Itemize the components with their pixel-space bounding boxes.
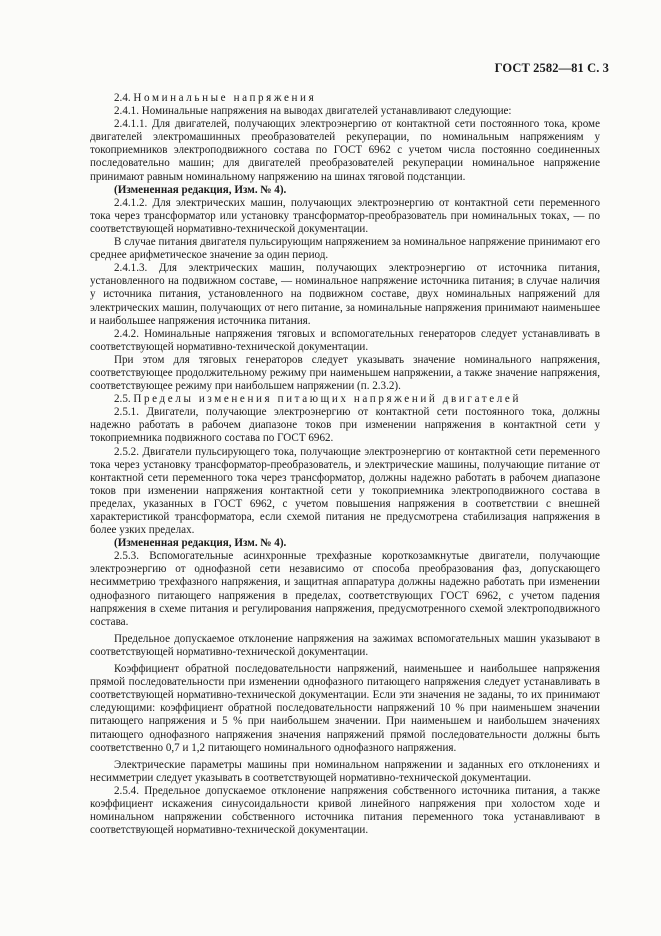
paragraph-text: 2.5.3. Вспомогательные асинхронные трехфазные короткозамкнутые двигатели, получающие электроэнергию от однофазной сети независимо от способа преобразования фаз, допускающего несимметрию трехфазного напряжения, и защитная аппаратура должны надежно работать при изменении однофазного питающего напряжения в пределах, соответствующих ГОСТ 6962, с учетом падения напряжения в схеме питания и регулирования напряжения, предусмотренного схемой электроподвижного состава. [90,550,600,628]
paragraph-text: 2.5.2. Двигатели пульсирующего тока, получающие электроэнергию от контактной сети переменного тока через установку трансформатор-преобразователь, и электрические машины, получающие питание от контактной сети переменного тока через трансформатор, должны надежно работать в рабочем диапазоне токов при изменении напряжения контактной сети у токоприемника электроподвижного состава в пределах, указанных в ГОСТ 6962, с учетом повышения напряжения в соответствии с внешней характеристикой трансформатора, если схемой питания не предусмотрена стабилизация напряжения в более узких пределах. [90,445,600,537]
paragraph-text: (Измененная редакция, Изм. № 4). [114,537,287,550]
page-header: ГОСТ 2582—81 С. 3 [494,61,609,75]
paragraph [90,406,600,445]
paragraph [90,262,600,327]
paragraph-text: 2.5.4. Предельное допускаемое отклонение напряжения собственного источника питания, а также коэффициент искажения синусоидальности кривой линейного напряжения при холостом ходе и номинальном напряжении собственного источника питания переменного тока устанавливают в соответствующей нормативно-технической документации. [90,784,600,837]
paragraph-text: 2.4.1.1. Для двигателей, получающих электроэнергию от контактной сети постоянного тока, кроме двигателей электромашинных преобразователей рекуперации, по номинальным напряжениям у токоприемников электроподвижного состава по ГОСТ 6962 с учетом числа постоянно соединенных последовательно машин; для двигателей преобразователей рекуперации номинальное напряжение принимают равным номинальному напряжению на шинах тяговой подстанции. [90,118,600,183]
paragraph-text: Предельное допускаемое отклонение напряжения на зажимах вспомогательных машин указывают в соответствующей нормативно-технической документации. [90,632,600,658]
paragraph [90,184,600,197]
paragraph [90,663,600,755]
document-body [90,92,600,837]
paragraph [90,785,600,837]
paragraph [90,446,600,538]
paragraph-text: 2.4.1.3. Для электрических машин, получающих электроэнергию от источника питания, установленного на подвижном составе, — номинальное напряжение источника питания; в случае наличия у источника питания, установленного на подвижном составе, двух номинальных напряжений для электрических машин, получающих от него питание, за номинальные напряжения принимают наименьшее и наибольшее напряжения источника питания. [90,262,600,327]
paragraph [90,236,600,262]
paragraph [90,105,600,118]
paragraph-text: 2.5.1. Двигатели, получающие электроэнергию от контактной сети постоянного тока, должны надежно работать в рабочем диапазоне токов при изменении напряжения в контактной сети у токоприемника подвижного состава по ГОСТ 6962. [90,406,600,445]
paragraph [90,118,600,183]
paragraph-text: Электрические параметры машины при номинальном напряжении и заданных его отклонениях и несимметрии следует указывать в соответствующей нормативно-технической документации. [90,758,600,784]
paragraph [90,633,600,659]
paragraph [90,537,600,550]
paragraph [90,550,600,629]
paragraph [90,354,600,393]
paragraph-text: Коэффициент обратной последовательности напряжений, наименьшее и наибольшее напряжения прямой последовательности при изменении однофазного питающего напряжения следует устанавливать в соответствующей нормативно-технической документации. Если эти значения не заданы, то их принимают следующими: коэффициент обратной последовательности напряжений 10 % при наименьшем значении питающего напряжения и 5 % при наибольшем значении. При наименьшем и наибольшем значениях питающего однофазного напряжения значения напряжений прямой последовательности должны быть соответственно 0,7 и 1,2 питающего номинального однофазного напряжения. [90,663,600,754]
paragraph-text: 2.5. [114,393,134,406]
paragraph [90,393,600,406]
paragraph-text: 2.4.1.2. Для электрических машин, получающих электроэнергию от контактной сети переменного тока через трансформатор или установку трансформатор-преобразователь при номинальных токах, — по соответствующей нормативно-технической документации. [90,196,600,235]
paragraph [90,197,600,236]
paragraph [90,759,600,785]
paragraph [90,328,600,354]
paragraph-text: В случае питания двигателя пульсирующим напряжением за номинальное напряжение принимают его среднее арифметическое значение за один период. [90,236,600,262]
section-heading: Номинальные напряжения [133,92,317,104]
paragraph-text: 2.4.1. Номинальные напряжения на выводах двигателей устанавливают следующие: [114,105,512,118]
paragraph-text: При этом для тяговых генераторов следует указывать значение номинального напряжения, соответствующее продолжительному режиму при наименьшем напряжении, а также значение напряжения, соответствующее режиму при наибольшем напряжении (п. 2.3.2). [90,353,600,393]
paragraph-text: (Измененная редакция, Изм. № 4). [114,183,287,196]
paragraph-text: 2.4.2. Номинальные напряжения тяговых и вспомогательных генераторов следует устанавливать в соответствующей нормативно-технической документации. [90,327,600,353]
paragraph [90,92,600,105]
paragraph-text: 2.4. [114,92,134,104]
section-heading: Пределы изменения питающих напряжений двигателей [133,393,521,406]
